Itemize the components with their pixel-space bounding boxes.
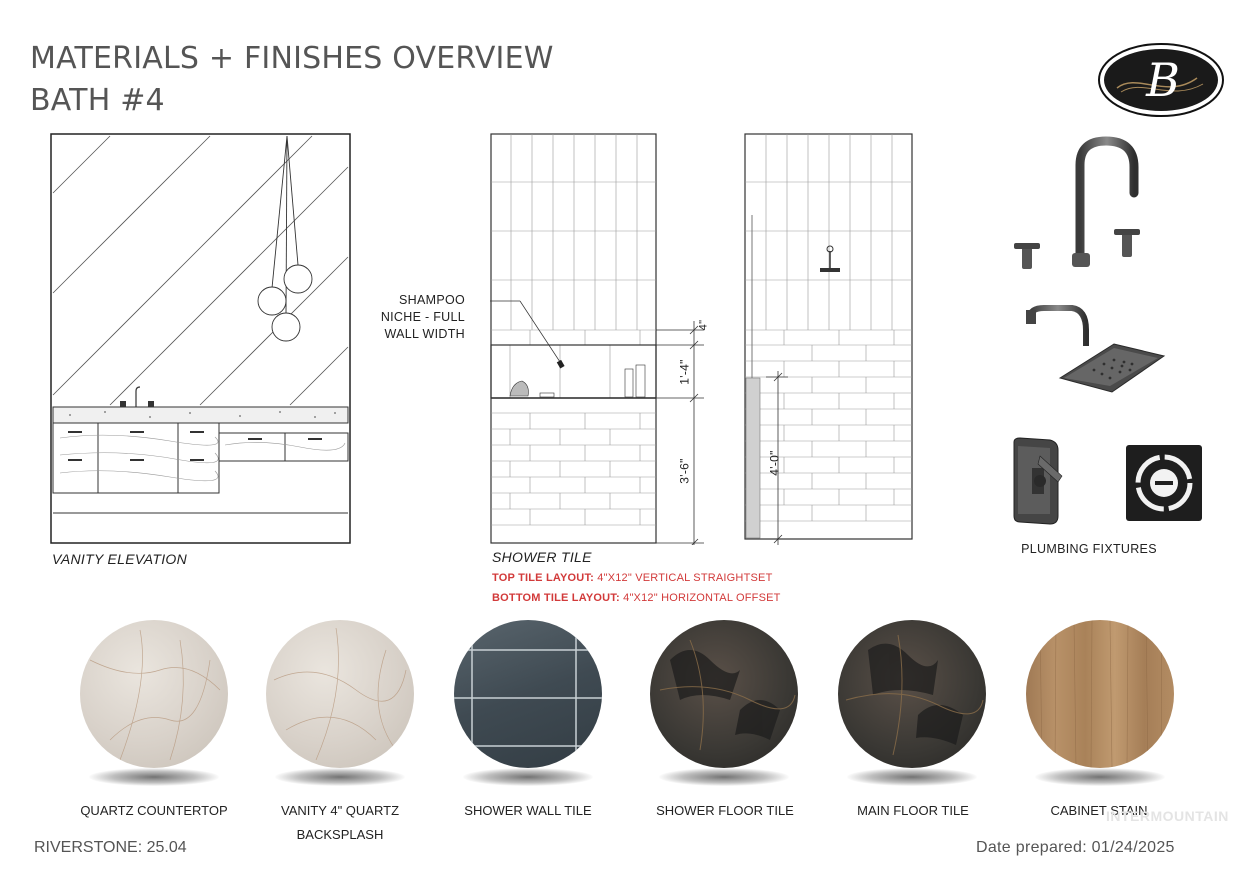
swatch-shadow <box>847 768 977 786</box>
dim-side-label: 4'-0" <box>767 450 782 476</box>
swatch-label-line: SHOWER FLOOR TILE <box>656 803 794 818</box>
top-layout-value: 4"X12" VERTICAL STRAIGHTSET <box>597 572 773 584</box>
shower-side-drawing <box>744 133 916 545</box>
title-line-2: BATH #4 <box>30 83 165 118</box>
top-tile-layout-note <box>492 572 772 584</box>
swatch-label-line: SHOWER WALL TILE <box>464 803 592 818</box>
vanity-elevation-drawing <box>50 133 352 545</box>
swatch-label-line: CABINET STAIN <box>1050 803 1148 818</box>
logo-letter: B <box>1146 53 1180 107</box>
swatch-shadow <box>275 768 405 786</box>
vanity-caption: VANITY ELEVATION <box>52 551 187 567</box>
watermark: INTERMOUNTAIN <box>1106 808 1229 824</box>
project-code: RIVERSTONE: 25.04 <box>34 839 187 856</box>
dim-niche-label: 1'-4" <box>677 359 692 385</box>
swatch-quartz-countertop <box>80 620 228 768</box>
swatch-label-line: QUARTZ COUNTERTOP <box>80 803 228 818</box>
swatch-shadow <box>463 768 593 786</box>
swatch-shower-floor-tile <box>650 620 798 768</box>
bottom-tile-layout-note <box>492 592 781 604</box>
callout-line-3: WALL WIDTH <box>384 327 465 341</box>
date-prepared: Date prepared: 01/24/2025 <box>976 839 1175 856</box>
drain-image <box>1125 444 1203 522</box>
shower-head-image <box>1024 300 1169 400</box>
bottom-layout-value: 4"X12" HORIZONTAL OFFSET <box>623 592 781 604</box>
dim-top-label: 4" <box>697 319 710 331</box>
swatch-main-floor-tile <box>838 620 986 768</box>
brand-logo <box>1097 42 1225 118</box>
faucet-image <box>1010 135 1160 275</box>
swatch-label-shower-floor-tile <box>640 799 810 823</box>
swatch-label-main-floor-tile <box>828 799 998 823</box>
shower-valve-image <box>1010 436 1080 526</box>
swatch-vanity-backsplash <box>266 620 414 768</box>
swatch-label-vanity-backsplash <box>255 799 425 847</box>
swatch-shower-wall-tile <box>454 620 602 768</box>
bottom-layout-label: BOTTOM TILE LAYOUT: <box>492 592 620 604</box>
title-line-1: MATERIALS + FINISHES OVERVIEW <box>30 41 554 76</box>
shower-caption: SHOWER TILE <box>492 549 592 565</box>
swatch-label-quartz-countertop <box>69 799 239 823</box>
page-title <box>30 38 554 122</box>
dim-bottom-label: 3'-6" <box>677 458 692 484</box>
swatch-label-line: VANITY 4" QUARTZ <box>280 803 400 818</box>
top-layout-label: TOP TILE LAYOUT: <box>492 572 595 584</box>
swatch-label-shower-wall-tile <box>443 799 613 823</box>
callout-line-1: SHAMPOO <box>399 293 465 307</box>
callout-line-2: NICHE - FULL <box>380 310 465 324</box>
swatch-shadow <box>1035 768 1165 786</box>
plumbing-fixtures-label: PLUMBING FIXTURES <box>1021 542 1157 556</box>
swatch-cabinet-stain <box>1026 620 1174 768</box>
swatch-label-line: MAIN FLOOR TILE <box>857 803 969 818</box>
swatch-label-line-2: BACKSPLASH <box>296 827 384 842</box>
swatch-shadow <box>659 768 789 786</box>
shampoo-niche-callout <box>367 292 465 343</box>
swatch-shadow <box>89 768 219 786</box>
